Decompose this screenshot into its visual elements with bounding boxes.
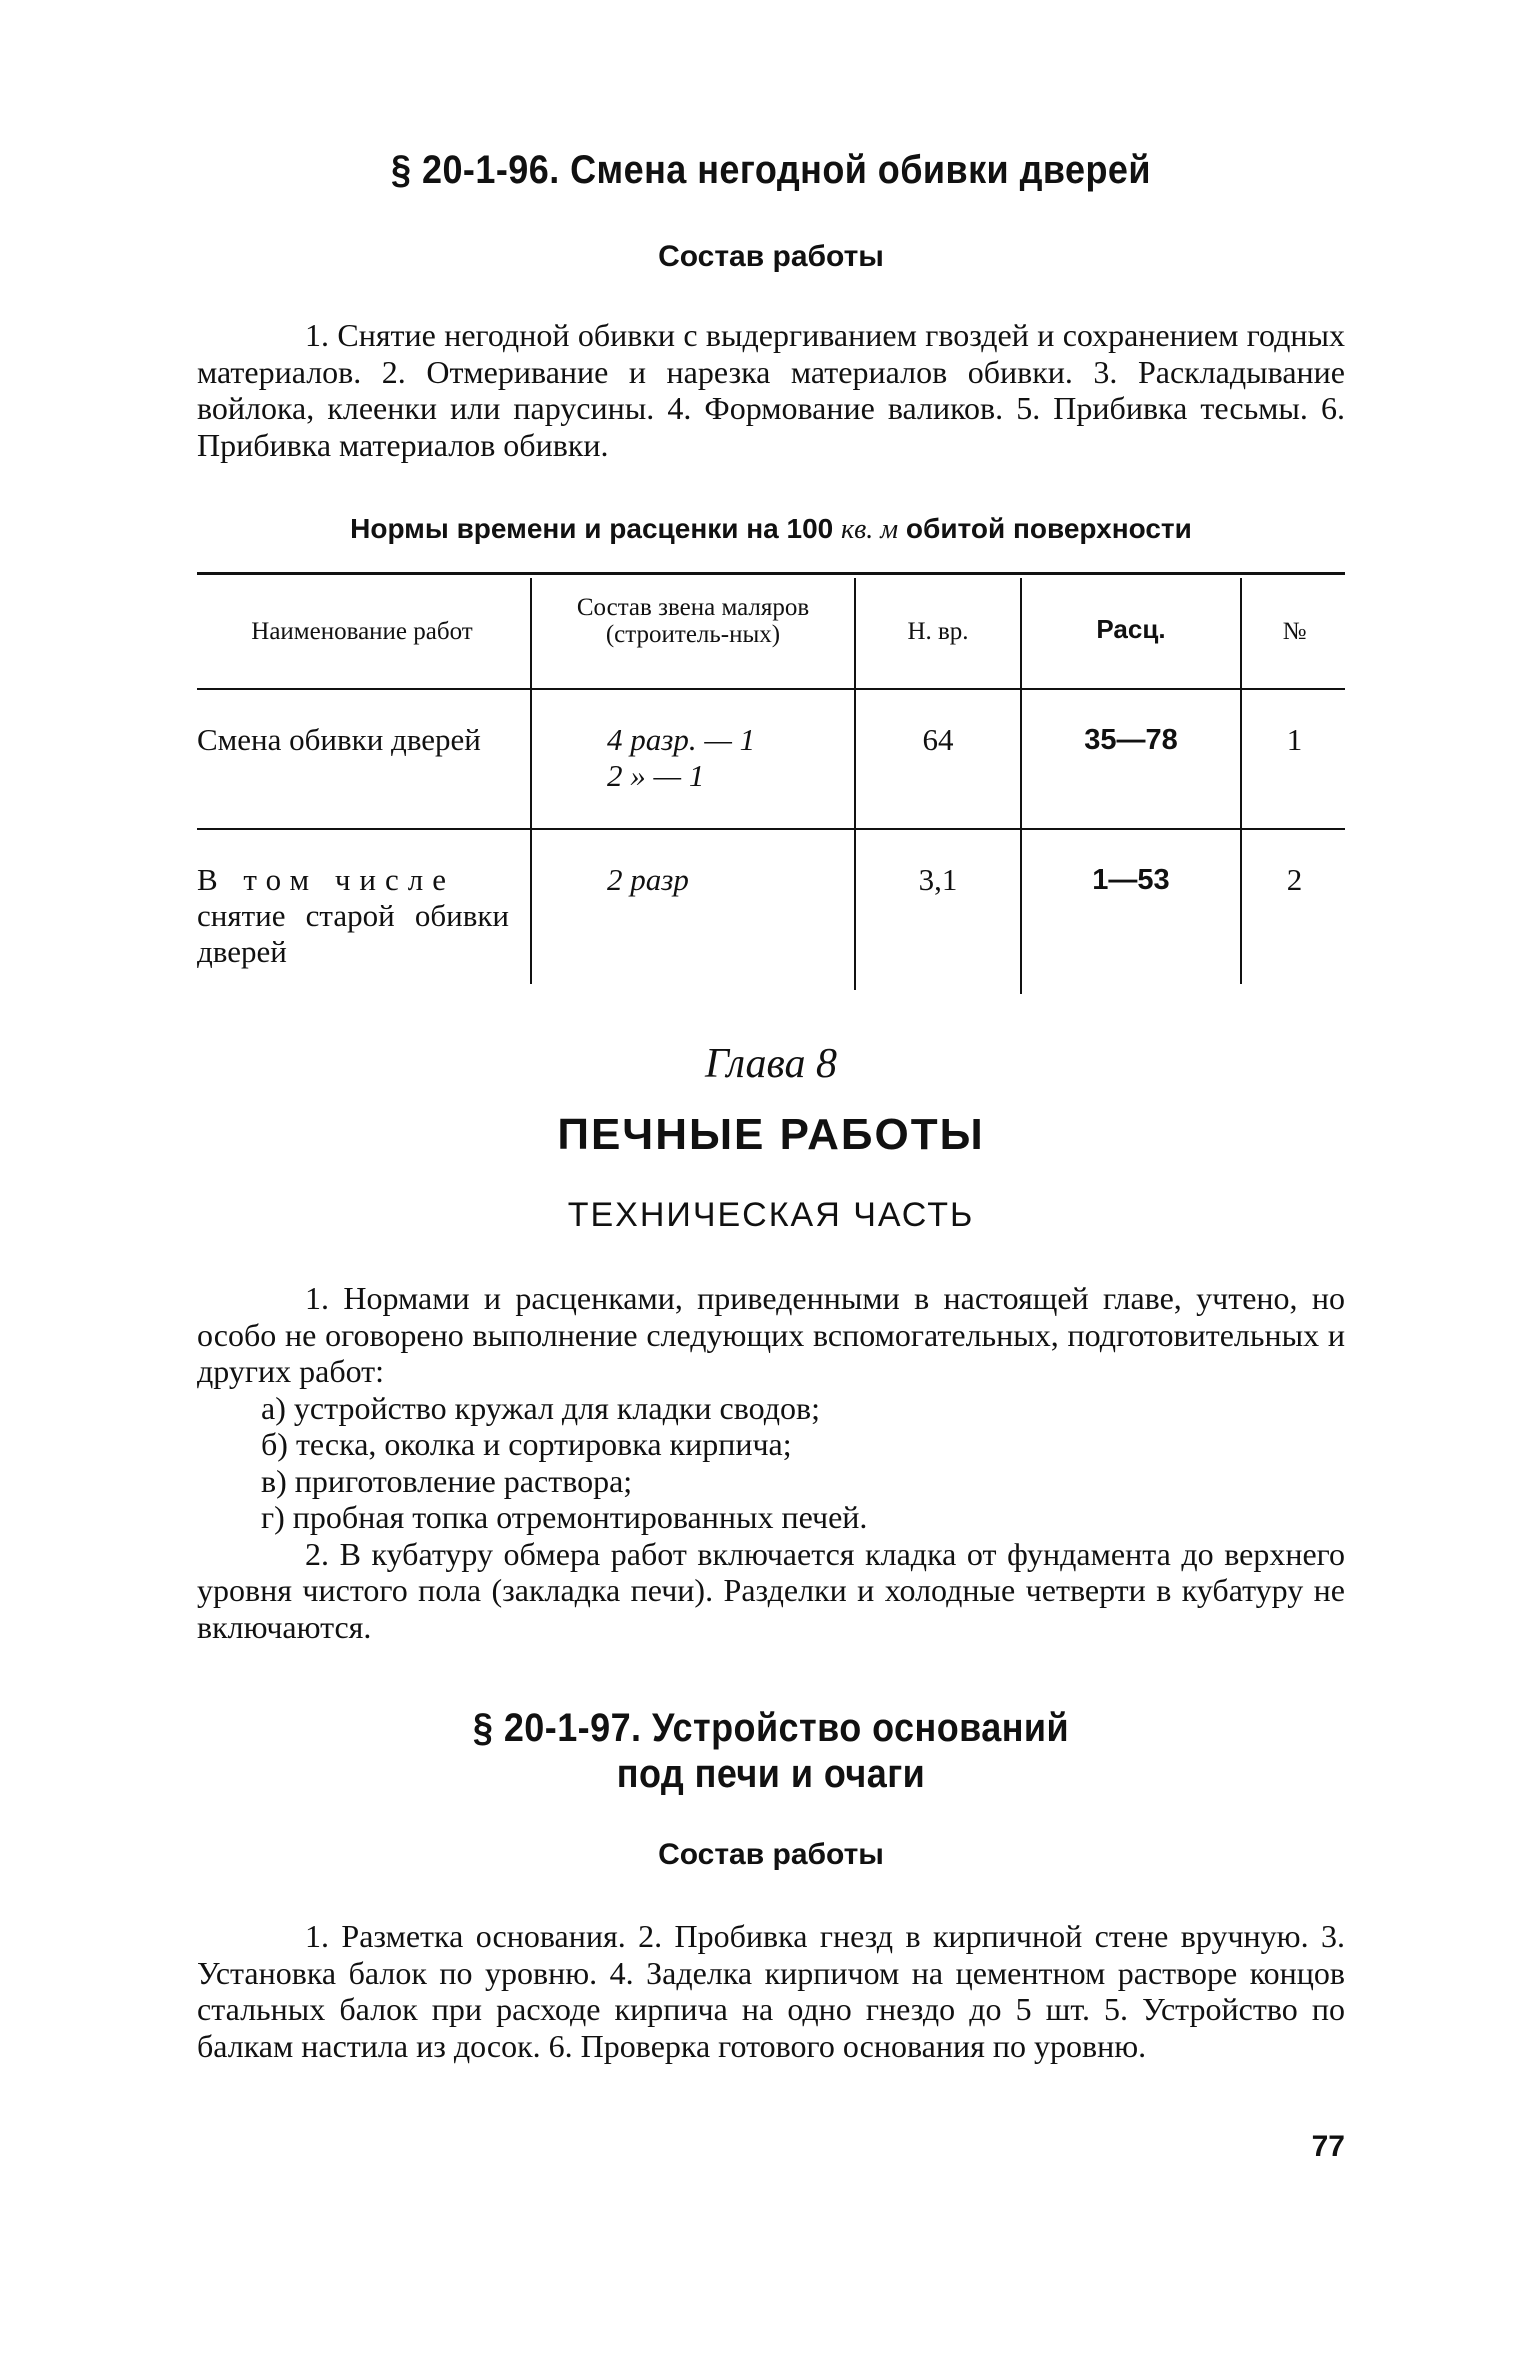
chapter-title: ПЕЧНЫЕ РАБОТЫ [557,1110,985,1159]
technical-paragraph-2: 2. В кубатуру обмера работ включается кладка от фундамента до верхнего уровня чистого пола (закладка печи). Разделки и холодные четверти в кубатуру не включаются. [197,1535,1345,1645]
norms-caption-start: Нормы времени и расценки на 100 [350,513,834,544]
norms-table [197,572,1345,992]
section-title-20-1-97-line1: § 20-1-97. Устройство оснований [472,1706,1070,1750]
norms-caption [197,513,1345,546]
chapter-label: Глава 8 [705,1041,837,1087]
technical-part-heading: ТЕХНИЧЕСКАЯ ЧАСТЬ [567,1196,975,1234]
section-title-20-1-97-line2: под печи и очаги [616,1752,926,1796]
header-crew: Состав звена маляров (строитель-ных) [576,594,810,648]
composition-heading-2: Состав работы [658,1838,884,1871]
table-col-divider [854,578,856,990]
table-row-1-number: 1 [1286,722,1303,757]
table-top-rule [197,572,1345,575]
table-col-divider [1240,578,1242,984]
section-title-20-1-96: § 20-1-96. Смена негодной обивки дверей [391,148,1151,192]
table-row-2-number: 2 [1286,862,1303,897]
table-col-divider [530,578,532,984]
list-item: а) устройство кружал для кладки сводов; [261,1389,820,1426]
norms-caption-end: обитой поверхности [905,513,1192,544]
list-item: г) пробная топка отремонтированных печей. [261,1499,868,1535]
table-row-2-name-1: В том числе [197,862,456,897]
technical-paragraph-1 [197,1280,1345,1645]
page-number: 77 [1311,2130,1345,2163]
table-col-divider [1020,578,1022,994]
table-row-2-crew-1: 2 разр [607,862,689,897]
header-name: Наименование работ [251,618,473,645]
table-row-1-time: 64 [922,722,954,757]
table-row-1-name: Смена обивки дверей [197,722,481,757]
table-row-1-crew-1: 4 разр. — 1 [607,722,756,757]
header-rate: Расц. [1096,614,1166,644]
table-row-2-name-2: снятие старой обивки дверей [197,898,509,969]
table-row-1-rate: 35—78 [1084,724,1178,756]
table-row-2-time: 3,1 [918,862,958,897]
table-row-rule [197,828,1345,830]
table-row-2-rate: 1—53 [1092,864,1170,896]
header-time: Н. вр. [907,618,969,645]
composition-text-2: 1. Разметка основания. 2. Пробивка гнезд в кирпичной стене вручную. 3. Установка балок по уровню. 4. Заделка кирпичом на цементном растворе концов стальных балок при расходе кирпича на одно гнездо до 5 шт. 5. Устройство по балкам настила из досок. 6. Проверка готового основания по уровню. [197,1918,1345,2064]
table-row-1-crew-2: 2 » — 1 [607,758,705,793]
composition-text: 1. Снятие негодной обивки с выдергиванием гвоздей и сохранением годных материалов. 2. Отмеривание и нарезка материалов обивки. 3. Раскладывание войлока, клеенки или парусины. 4. Формование валиков. 5. Прибивка тесьмы. 6. Прибивка материалов обивки. [197,317,1345,463]
list-item: б) теска, околка и сортировка кирпича; [261,1426,792,1462]
technical-intro: 1. Нормами и расценками, приведенными в настоящей главе, учтено, но особо не оговорено выполнение следующих вспомогательных, подготовительных и других работ: [197,1280,1345,1389]
list-item: в) приготовление раствора; [261,1462,633,1499]
composition-heading: Состав работы [658,240,884,273]
header-number: № [1282,618,1307,645]
norms-caption-unit: кв. м [841,514,899,545]
table-header-rule [197,688,1345,690]
